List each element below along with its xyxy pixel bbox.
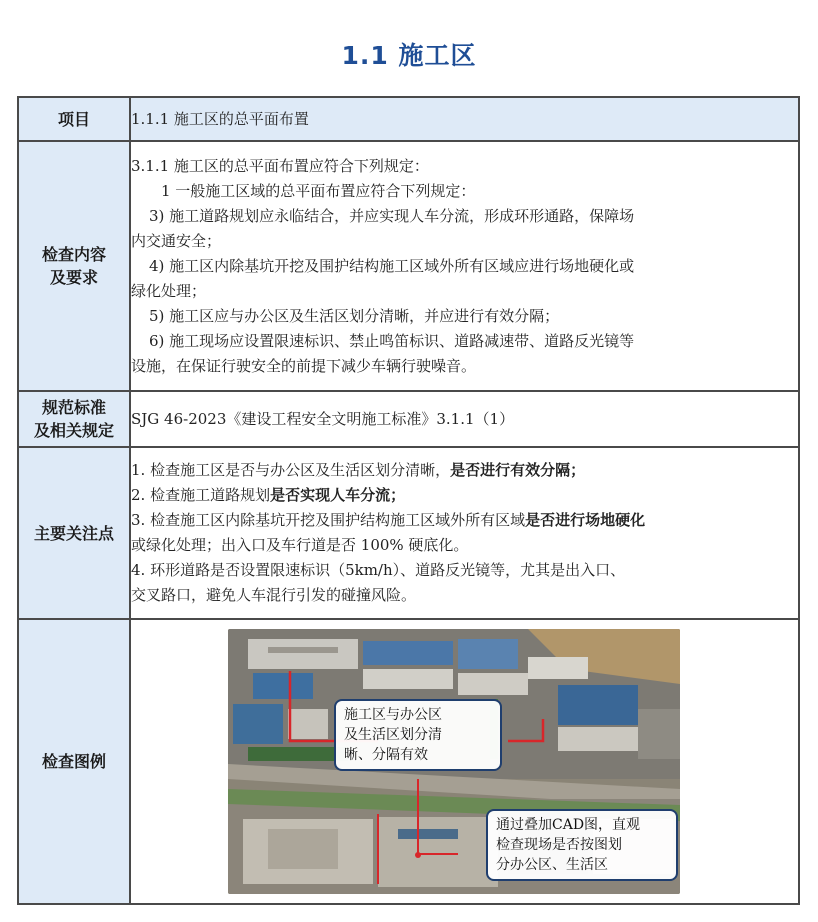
focus-point-2 [131, 483, 798, 508]
focus-content [130, 447, 799, 619]
row-focus [18, 447, 799, 619]
label-example: 检查图例 [18, 619, 130, 904]
callout-cad-overlay [486, 809, 678, 881]
callout-line: 通过叠加CAD图，直观 [496, 817, 641, 833]
req-line: 5) 施工区应与办公区及生活区划分清晰，并应进行有效分隔； [149, 306, 560, 325]
label-item: 项目 [18, 97, 130, 141]
focus-text: 交叉路口，避免人车混行引发的碰撞风险。 [131, 586, 417, 604]
focus-emphasis: 是否进行场地硬化 [525, 511, 646, 529]
req-line: 3) 施工道路规划应永临结合，并应实现人车分流，形成环形通路，保障场 [149, 206, 635, 225]
req-line: 3.1.1 施工区的总平面布置应符合下列规定： [131, 156, 429, 175]
row-example [18, 619, 799, 904]
inspection-table [17, 96, 800, 905]
req-line: 4) 施工区内除基坑开挖及围护结构施工区域外所有区域应进行场地硬化或 [149, 256, 635, 275]
focus-text: 或绿化处理；出入口及车行道是否 100% 硬底化。 [131, 536, 469, 554]
focus-text: 4. 环形道路是否设置限速标识（5km/h）、道路反光镜等，尤其是出入口、 [131, 561, 626, 579]
callout-line: 检查现场是否按图划 [496, 837, 622, 853]
callout-division [334, 699, 502, 771]
row-standard [18, 391, 799, 447]
focus-emphasis: 是否实现人车分流； [270, 486, 406, 504]
callout-line: 施工区与办公区 [344, 707, 442, 723]
callout-line: 及生活区划分清 [344, 727, 442, 743]
site-photo [228, 629, 680, 894]
requirements-content [130, 141, 799, 391]
item-content: 1.1.1 施工区的总平面布置 [130, 97, 799, 141]
focus-point-1 [131, 458, 798, 483]
focus-text: 3. 检查施工区内除基坑开挖及围护结构施工区域外所有区域 [131, 511, 526, 529]
label-requirements-line1: 检查内容 [41, 245, 106, 264]
req-line: 绿化处理； [131, 281, 207, 300]
req-line: 设施，在保证行驶安全的前提下减少车辆行驶噪音。 [131, 356, 477, 375]
row-requirements [18, 141, 799, 391]
label-focus: 主要关注点 [18, 447, 130, 619]
label-standard-line2: 及相关规定 [33, 421, 114, 440]
req-line: 1 一般施工区域的总平面布置应符合下列规定： [161, 181, 476, 200]
req-line: 6) 施工现场应设置限速标识、禁止鸣笛标识、道路减速带、道路反光镜等 [149, 331, 635, 350]
row-item [18, 97, 799, 141]
focus-emphasis: 是否进行有效分隔； [450, 461, 586, 479]
req-line: 内交通安全； [131, 231, 222, 250]
focus-point-3 [131, 508, 798, 558]
label-requirements [18, 141, 130, 391]
label-standard [18, 391, 130, 447]
callout-line: 分办公区、生活区 [496, 857, 608, 873]
standard-content: SJG 46-2023《建设工程安全文明施工标准》3.1.1（1） [130, 391, 799, 447]
callout-line: 晰、分隔有效 [344, 747, 428, 763]
focus-point-4 [131, 558, 798, 608]
example-content [130, 619, 799, 904]
label-requirements-line2: 及要求 [49, 268, 98, 287]
page-title: 1.1 施工区 [341, 41, 477, 70]
focus-text: 2. 检查施工道路规划 [131, 486, 271, 504]
label-standard-line1: 规范标准 [41, 398, 106, 417]
focus-text: 1. 检查施工区是否与办公区及生活区划分清晰， [131, 461, 451, 479]
